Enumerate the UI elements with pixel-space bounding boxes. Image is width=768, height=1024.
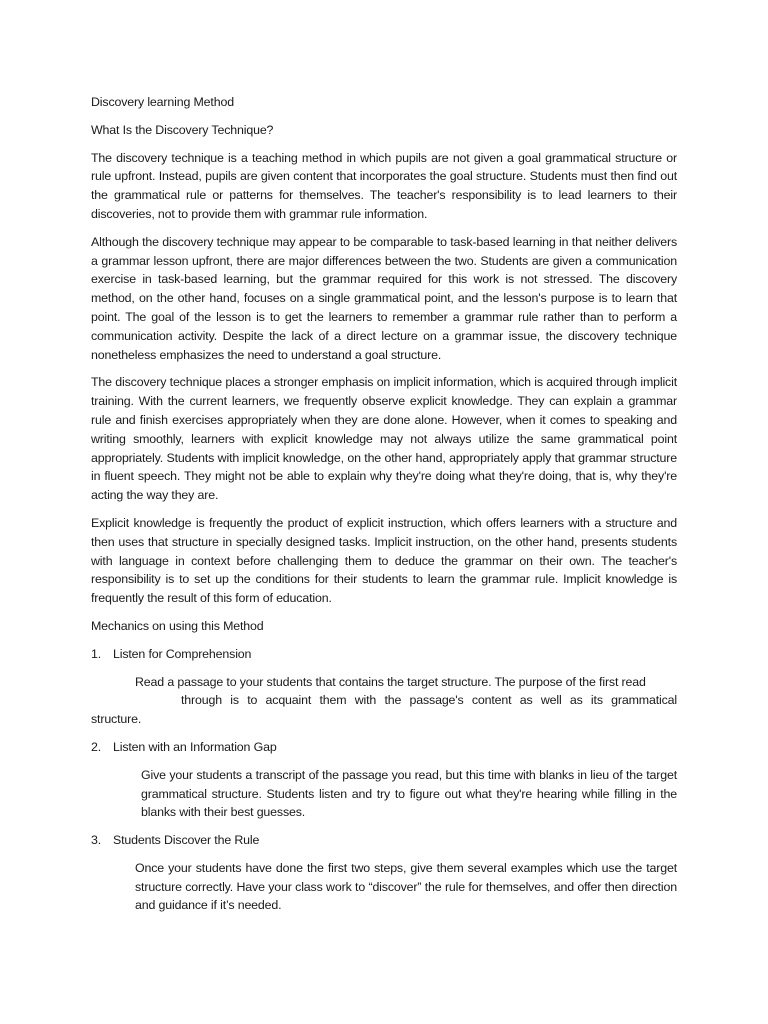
paragraph-2: Although the discovery technique may appear to be comparable to task-based learning in that neither delivers a grammar lesson upfront, there are major differences between the two. Students are given a communication exercise in task-based learning, but the grammar required for this work is not stressed. The discovery method, on the other hand, focuses on a single grammatical point, and the lesson's purpose is to learn that point. The goal of the lesson is to get the learners to remember a grammar rule rather than to perform a communication activity. Despite the lack of a direct lecture on a grammar issue, the discovery technique nonetheless emphasizes the need to understand a goal structure. [91, 234, 677, 362]
step-number: 2. [91, 739, 102, 754]
document-title: Discovery learning Method [91, 95, 234, 109]
step-3-heading [91, 831, 677, 850]
step-title: Listen for Comprehension [113, 646, 252, 661]
step-3-text: Once your students have done the first two steps, give them several examples which use the target structure correctly. Have your class work to “discover” the rule for themselves, and offer then direction and guidance if it’s needed. [135, 860, 677, 913]
paragraph-1: The discovery technique is a teaching method in which pupils are not given a goal grammatical structure or rule upfront. Instead, pupils are given content that incorporates the goal structure. Students must then find out the grammatical rule or patterns for themselves. The teacher's responsibility is to lead learners to their discoveries, not to provide them with grammar rule information. [91, 150, 677, 221]
step-2-heading [91, 738, 677, 757]
paragraph-3: The discovery technique places a stronger emphasis on implicit information, which is acquired through implicit training. With the current learners, we frequently observe explicit knowledge. They can explain a grammar rule and finish exercises appropriately when they are done alone. However, when it comes to speaking and writing smoothly, learners with explicit knowledge may not always utilize the same grammatical point appropriately. Students with implicit knowledge, on the other hand, appropriately apply that grammar structure in fluent speech. They might not be able to explain why they're doing what they're doing, that is, why they're acting the way they are. [91, 375, 677, 503]
step-title: Listen with an Information Gap [113, 739, 277, 754]
paragraph-4: Explicit knowledge is frequently the product of explicit instruction, which offers learners with a structure and then uses that structure in specially designed tasks. Implicit instruction, on the other hand, presents students with language in context before challenging them to deduce the grammar on their own. The teacher's responsibility is to set up the conditions for their students to learn the grammar rule. Implicit knowledge is frequently the result of this form of education. [91, 515, 677, 606]
step-1-line-1: Read a passage to your students that contains the target structure. The purpose of the first read [135, 674, 646, 689]
step-number: 3. [91, 833, 102, 848]
document-page [91, 93, 677, 924]
step-1-text [91, 673, 677, 729]
step-1-line-2: through is to acquaint them with the passage's content as well as its grammatical [181, 693, 677, 708]
step-2-text: Give your students a transcript of the passage you read, but this time with blanks in lieu of the target grammatical structure. Students listen and try to figure out what they're hearing while filling in the blanks with their best guesses. [141, 767, 677, 820]
step-1-heading [91, 645, 677, 664]
step-1-line-3: structure. [91, 712, 142, 727]
step-title: Students Discover the Rule [113, 833, 260, 848]
section-heading: What Is the Discovery Technique? [91, 122, 274, 137]
mechanics-heading: Mechanics on using this Method [91, 618, 264, 633]
step-number: 1. [91, 646, 102, 661]
